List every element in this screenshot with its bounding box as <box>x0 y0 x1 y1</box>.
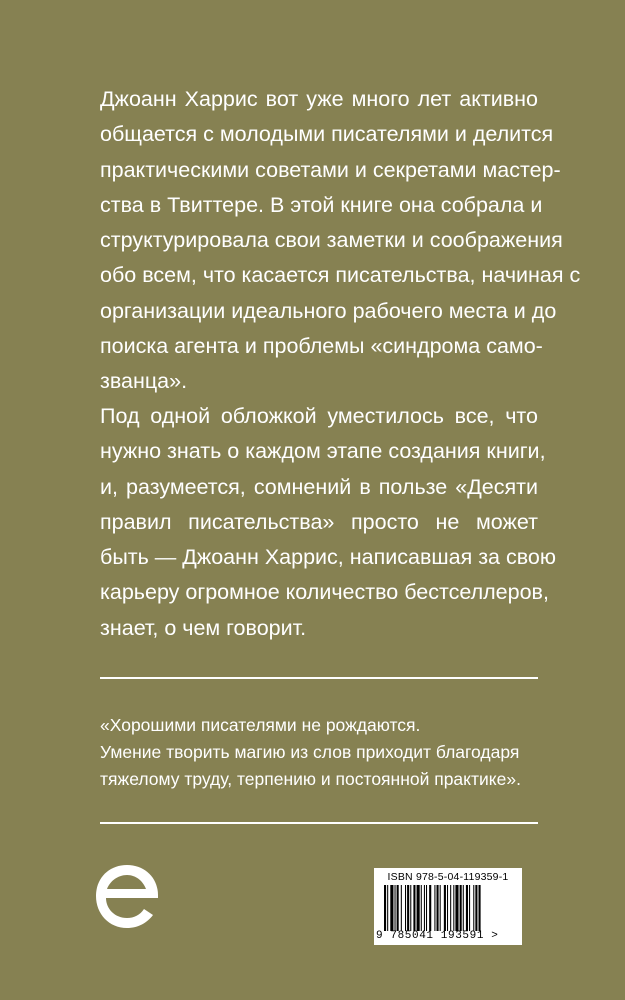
text-line: обо всем, что касается писательства, начиная с <box>100 263 581 288</box>
barcode-bar <box>413 885 415 931</box>
eksmo-logo-icon <box>92 862 162 932</box>
barcode-bar <box>387 885 388 931</box>
text-line: и, разумеется, сомнений в пользе «Десяти <box>100 474 538 499</box>
text-line: Джоанн Харрис вот уже много лет активно <box>100 87 538 111</box>
barcode-bar <box>407 885 409 931</box>
barcode-bar <box>421 885 422 931</box>
barcode-bar <box>460 885 462 931</box>
barcode <box>374 868 522 945</box>
barcode-bar <box>440 885 441 931</box>
barcode-bar <box>401 885 402 931</box>
barcode-bar <box>405 885 406 931</box>
barcode-bar <box>479 885 481 931</box>
barcode-bar <box>424 885 425 931</box>
barcode-bar <box>463 885 464 931</box>
barcode-bar <box>390 885 393 931</box>
barcode-bar <box>453 885 454 931</box>
barcode-bar <box>426 885 427 931</box>
barcode-bar <box>384 885 386 931</box>
barcode-bar <box>469 885 470 931</box>
barcode-bar <box>397 885 399 931</box>
text-line: правил писательства» просто не может <box>100 509 538 534</box>
barcode-bar <box>417 885 420 931</box>
quote-block <box>100 712 520 793</box>
barcode-bar <box>475 885 477 931</box>
isbn-label: ISBN 978-5-04-119359-1 <box>387 871 509 883</box>
quote-line: Умение творить магию из слов приходит благодаря <box>100 742 520 762</box>
barcode-bar <box>410 885 411 931</box>
quote-line: тяжелому труду, терпению и постоянной практике». <box>100 769 521 789</box>
text-line: ства в Твиттере. В этой книге она собрала и <box>100 192 543 217</box>
text-line: Под одной обложкой уместилось все, что <box>100 404 538 428</box>
barcode-bar <box>466 885 468 931</box>
divider-top <box>100 677 538 679</box>
text-line: организации идеального рабочего места и до <box>100 298 557 323</box>
text-line: карьеру огромное количество бестселлеров, <box>100 580 549 605</box>
text-line: знает, о чем говорит. <box>100 615 307 640</box>
text-line: практическими советами и секретами мастер- <box>100 157 561 182</box>
barcode-bars <box>384 885 516 931</box>
barcode-digits: 9 785041 193591 > <box>376 930 499 942</box>
text-line: званца». <box>100 369 188 394</box>
text-line: общается с молодыми писателями и делится <box>100 122 554 147</box>
barcode-bar <box>444 885 446 931</box>
text-line: структурировала свои заметки и соображения <box>100 228 563 253</box>
text-line: поиска агента и проблемы «синдрома само- <box>100 334 543 359</box>
barcode-bar <box>434 885 435 931</box>
text-line: нужно знать о каждом этапе создания книги, <box>100 439 546 464</box>
barcode-bar <box>455 885 458 931</box>
barcode-bar <box>395 885 396 931</box>
quote-line: «Хорошими писателями не рождаются. <box>100 715 421 735</box>
description-paragraph-1 <box>100 82 581 400</box>
barcode-bar <box>429 885 431 931</box>
divider-bottom <box>100 822 538 824</box>
description-paragraph-2 <box>100 399 556 646</box>
barcode-bar <box>450 885 451 931</box>
barcode-bar <box>447 885 448 931</box>
barcode-bar <box>437 885 439 931</box>
barcode-bar <box>473 885 474 931</box>
text-line: быть — Джоанн Харрис, написавшая за свою <box>100 545 556 570</box>
